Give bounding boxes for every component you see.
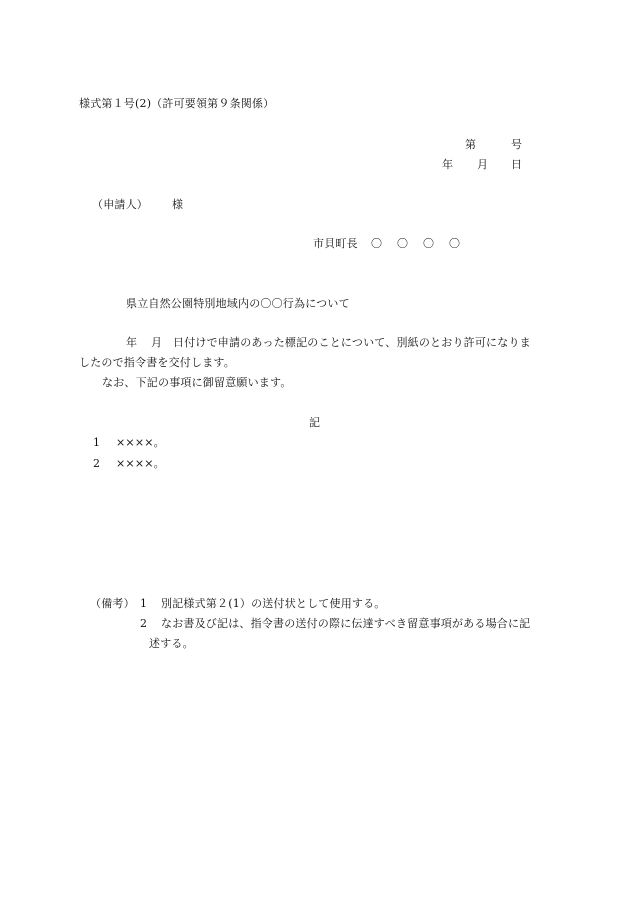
- note-1-number: 1: [140, 597, 148, 610]
- doc-number-go: 号: [511, 138, 523, 151]
- subject: 県立自然公園特別地域内の〇〇行為について: [126, 297, 350, 310]
- addressee-name: （申請人）: [92, 198, 148, 211]
- date-month: 月: [477, 158, 489, 171]
- body-year: 年: [126, 336, 138, 349]
- body-line3: なお、下記の事項に御留意願います。: [102, 376, 292, 389]
- issuer-title: 市貝町長: [313, 237, 358, 250]
- doc-number-dai: 第: [465, 138, 477, 151]
- note-2-number: 2: [140, 617, 148, 630]
- item-1-number: 1: [93, 436, 101, 449]
- body-month: 月: [151, 336, 163, 349]
- date-day: 日: [511, 158, 523, 171]
- body-line1: 日付けで申請のあった標記のことについて、別紙のとおり許可になりま: [173, 336, 531, 349]
- item-2-text: ××××。: [116, 457, 165, 470]
- notes-label: （備考）: [90, 597, 135, 610]
- form-id: 様式第１号(2)（許可要領第９条関係）: [79, 97, 275, 110]
- item-2-number: 2: [93, 457, 101, 470]
- item-1-text: ××××。: [116, 436, 165, 449]
- ki-heading: 記: [309, 416, 321, 429]
- note-2-continuation: 述する。: [149, 637, 194, 650]
- body-line2: したので指令書を交付します。: [79, 356, 235, 369]
- note-1-text: 別記様式第２(1）の送付状として使用する。: [161, 597, 386, 610]
- date-year: 年: [442, 158, 454, 171]
- addressee-honorific: 様: [172, 198, 184, 211]
- note-2-text: なお書及び記は、指令書の送付の際に伝達すべき留意事項がある場合に記: [161, 617, 531, 630]
- issuer-name: 〇 〇 〇 〇: [371, 237, 462, 250]
